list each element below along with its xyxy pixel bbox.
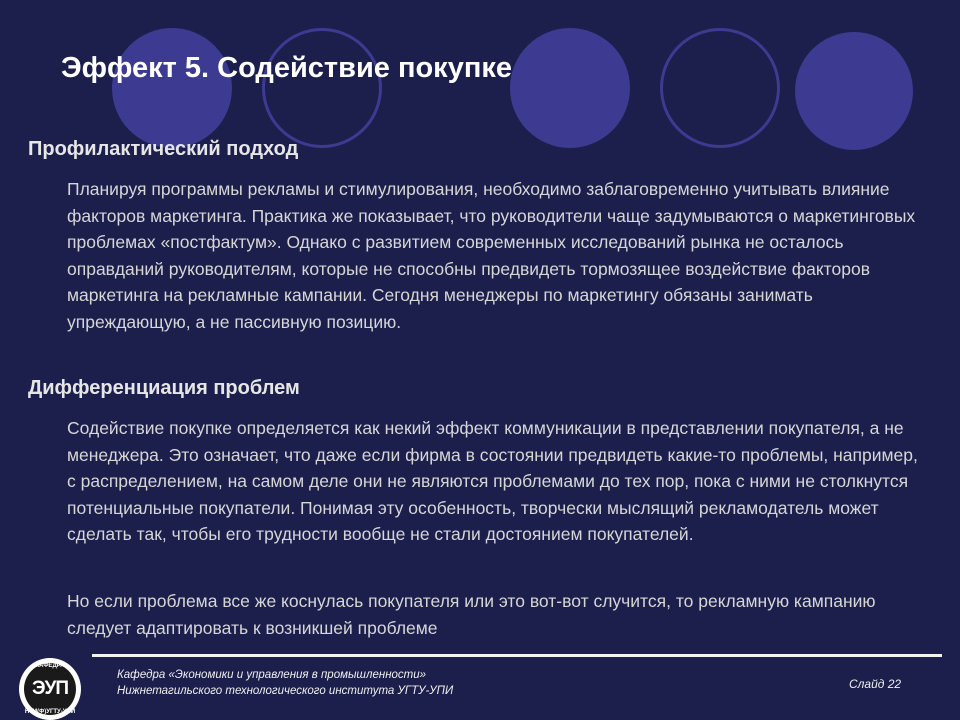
footer-line-1: Кафедра «Экономики и управления в промышленности» [117,669,427,681]
section-paragraph: Но если проблема все же коснулась покупателя или это вот-вот случится, то рекламную кампанию следует адаптировать к возникшей проблеме [67,591,876,638]
decor-ring [660,28,780,148]
logo-text: ЭУП [32,678,68,699]
section-paragraph: Планируя программы рекламы и стимулирования, необходимо заблаговременно учитывать влияние факторов маркетинга. Практика же показывает, что руководители чаще задумываются о маркетинговых проблемах «постфактум». Однако с развитием современных исследований рынка не осталось оправданий руководителям, которые не способны предвидеть тормозящее воздействие факторов маркетинга на рекламные кампании. Сегодня менеджеры по маркетингу обязаны занимать упреждающую, а не пассивную позицию. [67,179,916,332]
decor-circle [112,28,232,148]
footer-caption [117,667,453,699]
decor-ring [262,28,382,148]
footer-divider [92,654,942,657]
footer-line-2: Нижнетагильского технологического института УГТУ-УПИ [117,685,454,697]
department-logo [19,658,81,720]
section-heading: Дифференциация проблем [28,377,300,399]
logo-caption-top: КАФЕДРА [35,663,65,669]
decor-circle [795,32,913,150]
slide-title: Эффект 5. Содействие покупке [61,52,512,84]
section-heading: Профилактический подход [28,138,299,160]
decor-circle [510,28,630,148]
section-paragraph: Содействие покупке определяется как некий эффект коммуникации в представлении покупателя, а не менеджера. Это означает, что даже если фирма в состоянии предвидеть какие-то проблемы, например, с распределением, на самом деле они не являются проблемами до тех пор, пока с ними не столкнутся потенциальные покупатели. Понимая эту особенность, творчески мыслящий рекламодатель может сделать так, чтобы его трудности вообще не стали достоянием покупателей. [67,418,918,544]
slide-number: Слайд 22 [849,677,902,691]
logo-caption-bottom: НТИ(Ф)УГТУ-УПИ [24,709,76,715]
